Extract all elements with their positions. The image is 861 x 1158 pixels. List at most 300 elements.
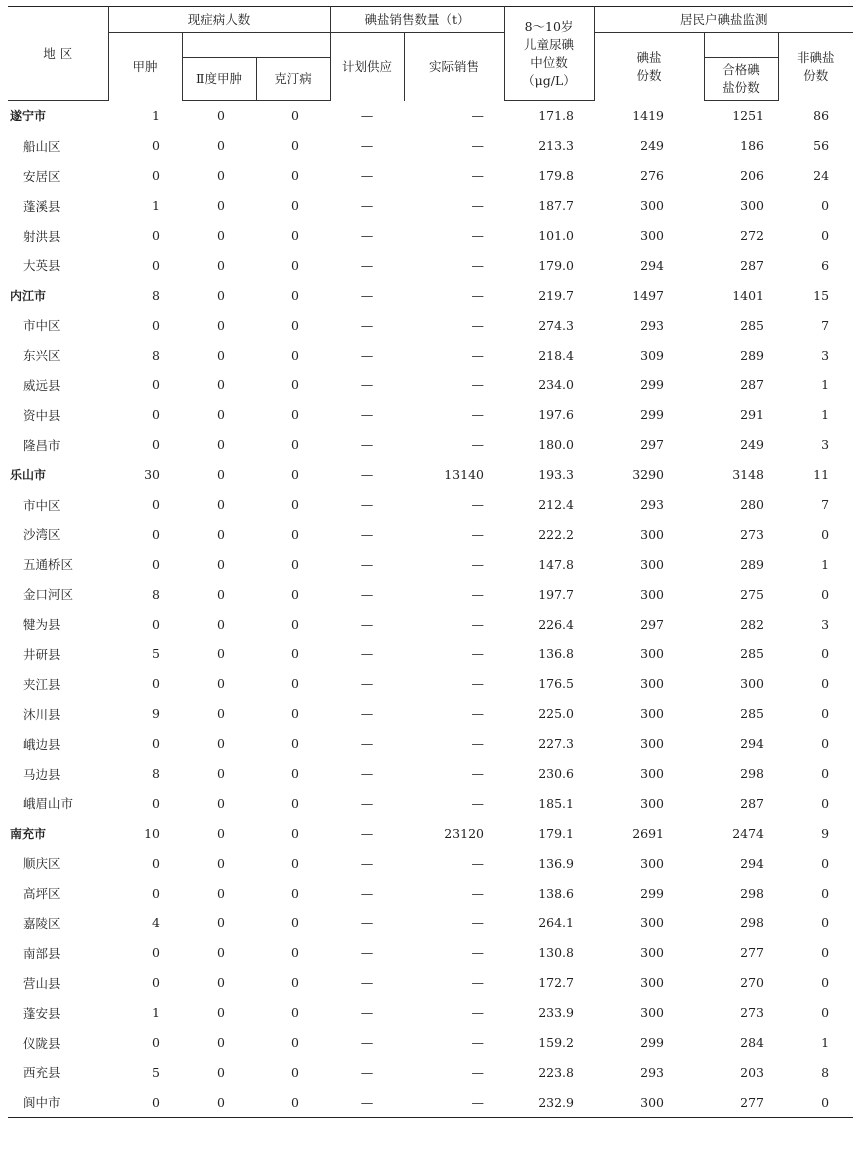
goiter-cell: 8 (152, 287, 160, 303)
table-row (8, 908, 853, 938)
planned-supply-cell: — (360, 646, 374, 662)
region-cell: 南部县 (23, 945, 61, 961)
keshan-cell: 0 (291, 795, 299, 811)
actual-sales-cell: — (471, 736, 484, 752)
actual-sales-cell: — (471, 257, 484, 273)
table-row (8, 430, 853, 460)
non-iodized-cell: 0 (821, 1005, 830, 1021)
goiter-cell: 0 (152, 736, 160, 752)
urine-iodine-cell: 171.8 (538, 108, 574, 124)
non-iodized-cell: 0 (821, 526, 830, 542)
iodized-count-cell: 299 (640, 1035, 664, 1051)
planned-supply-cell: — (360, 437, 374, 453)
table-row (8, 310, 853, 340)
actual-sales-cell: — (471, 975, 484, 991)
planned-supply-cell: — (360, 407, 374, 423)
planned-supply-cell: — (360, 855, 374, 871)
header-keshan: 克汀病 (256, 58, 330, 101)
goiter-ii-cell: 0 (217, 257, 225, 273)
keshan-cell: 0 (291, 915, 299, 931)
actual-sales-cell: — (471, 138, 484, 154)
region-cell: 内江市 (10, 288, 47, 303)
iodized-count-cell: 300 (640, 198, 664, 214)
table-row (8, 938, 853, 968)
iodized-count-cell: 297 (640, 616, 664, 632)
table-row (8, 131, 853, 161)
header-salt-sales-group: 碘盐销售数量（t） (330, 7, 504, 33)
keshan-cell: 0 (291, 945, 299, 961)
table-row (8, 968, 853, 998)
non-iodized-cell: 0 (821, 766, 830, 782)
urine-iodine-cell: 147.8 (538, 556, 574, 572)
iodized-count-cell: 300 (640, 556, 664, 572)
non-iodized-cell: 0 (821, 736, 830, 752)
goiter-ii-cell: 0 (217, 706, 225, 722)
actual-sales-cell: — (471, 228, 484, 243)
actual-sales-cell: — (471, 1064, 484, 1080)
keshan-cell: 0 (291, 1035, 299, 1051)
keshan-cell: 0 (291, 198, 299, 214)
table-row (8, 699, 853, 729)
urine-iodine-cell: 179.8 (538, 168, 574, 184)
table-row (8, 191, 853, 221)
non-iodized-cell: 7 (821, 317, 830, 333)
planned-supply-cell: — (360, 945, 374, 961)
qualified-count-cell: 294 (740, 736, 764, 752)
goiter-ii-cell: 0 (217, 437, 225, 453)
actual-sales-cell: — (471, 795, 484, 811)
urine-iodine-cell: 159.2 (538, 1035, 574, 1051)
region-cell: 营山县 (23, 975, 61, 991)
region-cell: 南充市 (10, 826, 47, 841)
keshan-cell: 0 (291, 586, 299, 602)
table-row (8, 669, 853, 699)
region-cell: 沙湾区 (23, 527, 61, 543)
actual-sales-cell: — (471, 198, 484, 214)
qualified-count-cell: 287 (740, 795, 764, 811)
goiter-cell: 0 (152, 975, 160, 991)
keshan-cell: 0 (291, 676, 299, 692)
header-region: 地 区 (8, 7, 108, 101)
header-qualified (704, 58, 778, 101)
planned-supply-cell: — (360, 586, 374, 602)
region-cell: 沐川县 (23, 706, 61, 722)
goiter-cell: 1 (152, 198, 160, 214)
goiter-ii-cell: 0 (217, 287, 225, 303)
keshan-cell: 0 (291, 825, 299, 841)
non-iodized-cell: 0 (821, 706, 830, 722)
goiter-cell: 4 (152, 915, 160, 931)
keshan-cell: 0 (291, 228, 299, 243)
qualified-count-cell: 298 (740, 766, 764, 782)
planned-supply-cell: — (360, 1005, 374, 1021)
qualified-count-cell: 287 (740, 377, 764, 393)
qualified-count-cell: 285 (740, 646, 764, 662)
iodized-count-cell: 276 (640, 168, 664, 184)
region-cell: 阆中市 (23, 1095, 61, 1111)
keshan-cell: 0 (291, 1094, 299, 1110)
actual-sales-cell: — (471, 885, 484, 901)
non-iodized-cell: 3 (821, 616, 830, 632)
keshan-cell: 0 (291, 766, 299, 782)
header-urine-iodine (504, 7, 594, 101)
non-iodized-cell: 11 (813, 467, 830, 483)
region-cell: 隆昌市 (23, 437, 61, 453)
goiter-ii-cell: 0 (217, 885, 225, 901)
goiter-ii-cell: 0 (217, 975, 225, 991)
iodized-count-cell: 300 (640, 526, 664, 542)
planned-supply-cell: — (360, 317, 374, 333)
goiter-cell: 1 (152, 108, 160, 124)
actual-sales-cell: — (471, 1094, 484, 1110)
qualified-count-cell: 270 (740, 975, 764, 991)
non-iodized-cell: 86 (813, 108, 830, 124)
qualified-count-cell: 3148 (732, 467, 764, 483)
region-cell: 西充县 (23, 1065, 61, 1081)
planned-supply-cell: — (360, 138, 374, 154)
iodized-count-cell: 293 (640, 317, 664, 333)
table-row (8, 759, 853, 789)
goiter-ii-cell: 0 (217, 138, 225, 154)
goiter-cell: 30 (144, 467, 160, 483)
qualified-count-cell: 186 (740, 138, 764, 154)
urine-iodine-cell: 227.3 (538, 736, 574, 752)
iodine-statistics-table (8, 6, 853, 1118)
goiter-ii-cell: 0 (217, 526, 225, 542)
non-iodized-cell: 0 (821, 228, 830, 243)
region-cell: 威远县 (23, 377, 61, 393)
actual-sales-cell: — (471, 676, 484, 692)
goiter-cell: 0 (152, 1094, 160, 1110)
region-cell: 射洪县 (23, 228, 61, 244)
non-iodized-cell: 6 (821, 257, 830, 273)
keshan-cell: 0 (291, 108, 299, 124)
goiter-cell: 0 (152, 138, 160, 154)
goiter-cell: 5 (152, 646, 160, 662)
goiter-ii-cell: 0 (217, 855, 225, 871)
goiter-cell: 0 (152, 1035, 160, 1051)
goiter-ii-cell: 0 (217, 766, 225, 782)
table-row-city (8, 460, 853, 490)
iodized-count-cell: 1419 (632, 108, 664, 124)
table-row (8, 519, 853, 549)
qualified-count-cell: 284 (740, 1035, 764, 1051)
keshan-cell: 0 (291, 317, 299, 333)
goiter-cell: 0 (152, 795, 160, 811)
urine-iodine-cell: 226.4 (538, 616, 574, 632)
urine-iodine-cell: 274.3 (538, 317, 574, 333)
header-qualified-line1: 合格碘 (722, 62, 760, 77)
iodized-count-cell: 299 (640, 407, 664, 423)
keshan-cell: 0 (291, 287, 299, 303)
table-row (8, 639, 853, 669)
iodized-count-cell: 300 (640, 945, 664, 961)
iodized-count-cell: 2691 (632, 825, 664, 841)
urine-iodine-cell: 230.6 (538, 766, 574, 782)
goiter-ii-cell: 0 (217, 915, 225, 931)
qualified-count-cell: 287 (740, 257, 764, 273)
goiter-ii-cell: 0 (217, 108, 225, 124)
actual-sales-cell: — (471, 766, 484, 782)
header-goiter-ii: Ⅱ度甲肿 (182, 58, 256, 101)
planned-supply-cell: — (360, 377, 374, 393)
planned-supply-cell: — (360, 467, 374, 483)
goiter-cell: 0 (152, 317, 160, 333)
qualified-count-cell: 300 (740, 676, 764, 692)
keshan-cell: 0 (291, 556, 299, 572)
region-cell: 安居区 (23, 168, 61, 184)
goiter-ii-cell: 0 (217, 1005, 225, 1021)
qualified-count-cell: 298 (740, 915, 764, 931)
planned-supply-cell: — (360, 497, 374, 513)
iodized-count-cell: 299 (640, 885, 664, 901)
goiter-cell: 0 (152, 168, 160, 184)
urine-iodine-cell: 193.3 (538, 467, 574, 483)
header-urine-iodine-line4: （μg/L） (522, 72, 576, 88)
planned-supply-cell: — (360, 825, 374, 841)
keshan-cell: 0 (291, 467, 299, 483)
goiter-ii-cell: 0 (217, 1035, 225, 1051)
urine-iodine-cell: 176.5 (538, 676, 574, 692)
urine-iodine-cell: 264.1 (538, 915, 574, 931)
iodized-count-cell: 297 (640, 437, 664, 453)
urine-iodine-cell: 180.0 (538, 437, 574, 453)
qualified-count-cell: 280 (740, 497, 764, 513)
iodized-count-cell: 300 (640, 676, 664, 692)
planned-supply-cell: — (360, 526, 374, 542)
actual-sales-cell: — (471, 556, 484, 572)
urine-iodine-cell: 136.8 (538, 646, 574, 662)
qualified-count-cell: 289 (740, 347, 764, 363)
goiter-cell: 0 (152, 497, 160, 513)
region-cell: 市中区 (23, 318, 61, 334)
actual-sales-cell: — (471, 108, 484, 124)
iodized-count-cell: 293 (640, 1064, 664, 1080)
keshan-cell: 0 (291, 975, 299, 991)
region-cell: 高坪区 (23, 886, 61, 902)
non-iodized-cell: 0 (821, 646, 830, 662)
region-cell: 遂宁市 (10, 109, 47, 124)
non-iodized-cell: 0 (821, 945, 830, 961)
goiter-cell: 0 (152, 228, 160, 243)
non-iodized-cell: 0 (821, 885, 830, 901)
actual-sales-cell: — (471, 945, 484, 961)
table-row (8, 729, 853, 759)
actual-sales-cell: — (471, 377, 484, 393)
goiter-cell: 0 (152, 885, 160, 901)
keshan-cell: 0 (291, 377, 299, 393)
planned-supply-cell: — (360, 228, 374, 243)
non-iodized-cell: 7 (821, 497, 830, 513)
non-iodized-cell: 24 (813, 168, 830, 184)
non-iodized-cell: 1 (821, 1035, 830, 1051)
header-urine-iodine-line2: 儿童尿碘 (523, 36, 574, 52)
goiter-ii-cell: 0 (217, 646, 225, 662)
urine-iodine-cell: 212.4 (538, 497, 574, 513)
goiter-cell: 0 (152, 437, 160, 453)
planned-supply-cell: — (360, 556, 374, 572)
urine-iodine-cell: 213.3 (538, 138, 574, 154)
actual-sales-cell: — (471, 706, 484, 722)
planned-supply-cell: — (360, 1094, 374, 1110)
iodized-count-cell: 294 (640, 257, 664, 273)
iodized-count-cell: 299 (640, 377, 664, 393)
header-monitoring-group: 居民户碘盐监测 (594, 7, 853, 33)
goiter-cell: 0 (152, 257, 160, 273)
table-row (8, 400, 853, 430)
actual-sales-cell: — (471, 1035, 484, 1051)
goiter-ii-cell: 0 (217, 825, 225, 841)
actual-sales-cell: — (471, 586, 484, 602)
table-row (8, 490, 853, 520)
region-cell: 犍为县 (23, 617, 61, 633)
actual-sales-cell: — (471, 616, 484, 632)
non-iodized-cell: 0 (821, 1094, 830, 1110)
region-cell: 夹江县 (23, 676, 61, 692)
region-cell: 马边县 (23, 766, 61, 782)
table-body (8, 101, 853, 1118)
table-header (8, 7, 853, 101)
qualified-count-cell: 285 (740, 317, 764, 333)
goiter-ii-cell: 0 (217, 616, 225, 632)
goiter-ii-cell: 0 (217, 377, 225, 393)
goiter-cell: 8 (152, 766, 160, 782)
actual-sales-cell: — (471, 287, 484, 303)
qualified-count-cell: 294 (740, 855, 764, 871)
qualified-count-cell: 289 (740, 556, 764, 572)
iodized-count-cell: 300 (640, 766, 664, 782)
planned-supply-cell: — (360, 736, 374, 752)
keshan-cell: 0 (291, 168, 299, 184)
header-urine-iodine-line1: 8～10岁 (524, 18, 574, 34)
goiter-ii-cell: 0 (217, 795, 225, 811)
urine-iodine-cell: 187.7 (538, 198, 574, 214)
qualified-count-cell: 275 (740, 586, 764, 602)
region-cell: 乐山市 (10, 468, 47, 483)
planned-supply-cell: — (360, 198, 374, 214)
urine-iodine-cell: 218.4 (538, 347, 574, 363)
actual-sales-cell: — (471, 497, 484, 513)
region-cell: 嘉陵区 (23, 915, 61, 931)
actual-sales-cell: 13140 (444, 467, 484, 483)
actual-sales-cell: — (471, 1005, 484, 1021)
table-row (8, 788, 853, 818)
actual-sales-cell: — (471, 646, 484, 662)
non-iodized-cell: 1 (821, 377, 830, 393)
keshan-cell: 0 (291, 138, 299, 154)
urine-iodine-cell: 234.0 (538, 377, 574, 393)
actual-sales-cell: — (471, 437, 484, 453)
table-row-city (8, 101, 853, 131)
urine-iodine-cell: 232.9 (538, 1094, 574, 1110)
qualified-count-cell: 2474 (732, 825, 764, 841)
header-non-iodized-line1: 非碘盐 (797, 49, 835, 65)
region-cell: 五通桥区 (23, 557, 74, 573)
non-iodized-cell: 0 (821, 855, 830, 871)
goiter-ii-cell: 0 (217, 1064, 225, 1080)
qualified-count-cell: 277 (740, 945, 764, 961)
table-row (8, 340, 853, 370)
goiter-ii-cell: 0 (217, 407, 225, 423)
non-iodized-cell: 15 (813, 287, 830, 303)
keshan-cell: 0 (291, 407, 299, 423)
qualified-count-cell: 277 (740, 1094, 764, 1110)
region-cell: 蓬溪县 (23, 198, 61, 214)
non-iodized-cell: 3 (821, 347, 830, 363)
goiter-cell: 0 (152, 945, 160, 961)
urine-iodine-cell: 172.7 (538, 975, 574, 991)
header-qualified-blank (704, 33, 778, 58)
qualified-count-cell: 206 (740, 168, 764, 184)
iodized-count-cell: 300 (640, 855, 664, 871)
keshan-cell: 0 (291, 616, 299, 632)
keshan-cell: 0 (291, 497, 299, 513)
region-cell: 峨边县 (23, 736, 61, 752)
table-row (8, 549, 853, 579)
table-row (8, 848, 853, 878)
region-cell: 市中区 (23, 497, 61, 513)
goiter-cell: 1 (152, 1005, 160, 1021)
non-iodized-cell: 8 (821, 1064, 830, 1080)
header-urine-iodine-line3: 中位数 (530, 54, 568, 70)
qualified-count-cell: 298 (740, 885, 764, 901)
region-cell: 蓬安县 (23, 1005, 61, 1021)
non-iodized-cell: 3 (821, 437, 830, 453)
keshan-cell: 0 (291, 706, 299, 722)
planned-supply-cell: — (360, 1064, 374, 1080)
goiter-ii-cell: 0 (217, 586, 225, 602)
planned-supply-cell: — (360, 287, 374, 303)
header-iodized-line2: 份数 (636, 67, 662, 83)
header-actual-sales: 实际销售 (404, 33, 504, 101)
region-cell: 仪陇县 (23, 1035, 61, 1051)
goiter-cell: 8 (152, 586, 160, 602)
table-row (8, 1028, 853, 1058)
header-iodized-line1: 碘盐 (636, 49, 662, 65)
actual-sales-cell: — (471, 317, 484, 333)
table-row (8, 579, 853, 609)
actual-sales-cell: — (471, 915, 484, 931)
goiter-ii-cell: 0 (217, 228, 225, 243)
planned-supply-cell: — (360, 168, 374, 184)
region-cell: 顺庆区 (23, 856, 61, 872)
qualified-count-cell: 249 (740, 437, 764, 453)
keshan-cell: 0 (291, 1064, 299, 1080)
planned-supply-cell: — (360, 108, 374, 124)
qualified-count-cell: 203 (740, 1064, 764, 1080)
urine-iodine-cell: 219.7 (538, 287, 574, 303)
header-non-iodized-line2: 份数 (803, 67, 829, 83)
actual-sales-cell: — (471, 855, 484, 871)
keshan-cell: 0 (291, 347, 299, 363)
goiter-cell: 10 (144, 825, 160, 841)
planned-supply-cell: — (360, 706, 374, 722)
goiter-cell: 0 (152, 616, 160, 632)
non-iodized-cell: 9 (821, 825, 830, 841)
goiter-ii-cell: 0 (217, 467, 225, 483)
non-iodized-cell: 0 (821, 975, 830, 991)
qualified-count-cell: 300 (740, 198, 764, 214)
urine-iodine-cell: 179.0 (538, 257, 574, 273)
iodized-count-cell: 300 (640, 975, 664, 991)
header-blank (182, 33, 330, 58)
iodized-count-cell: 293 (640, 497, 664, 513)
qualified-count-cell: 285 (740, 706, 764, 722)
goiter-ii-cell: 0 (217, 497, 225, 513)
table-row-city (8, 818, 853, 848)
actual-sales-cell: — (471, 168, 484, 184)
qualified-count-cell: 1401 (732, 287, 764, 303)
